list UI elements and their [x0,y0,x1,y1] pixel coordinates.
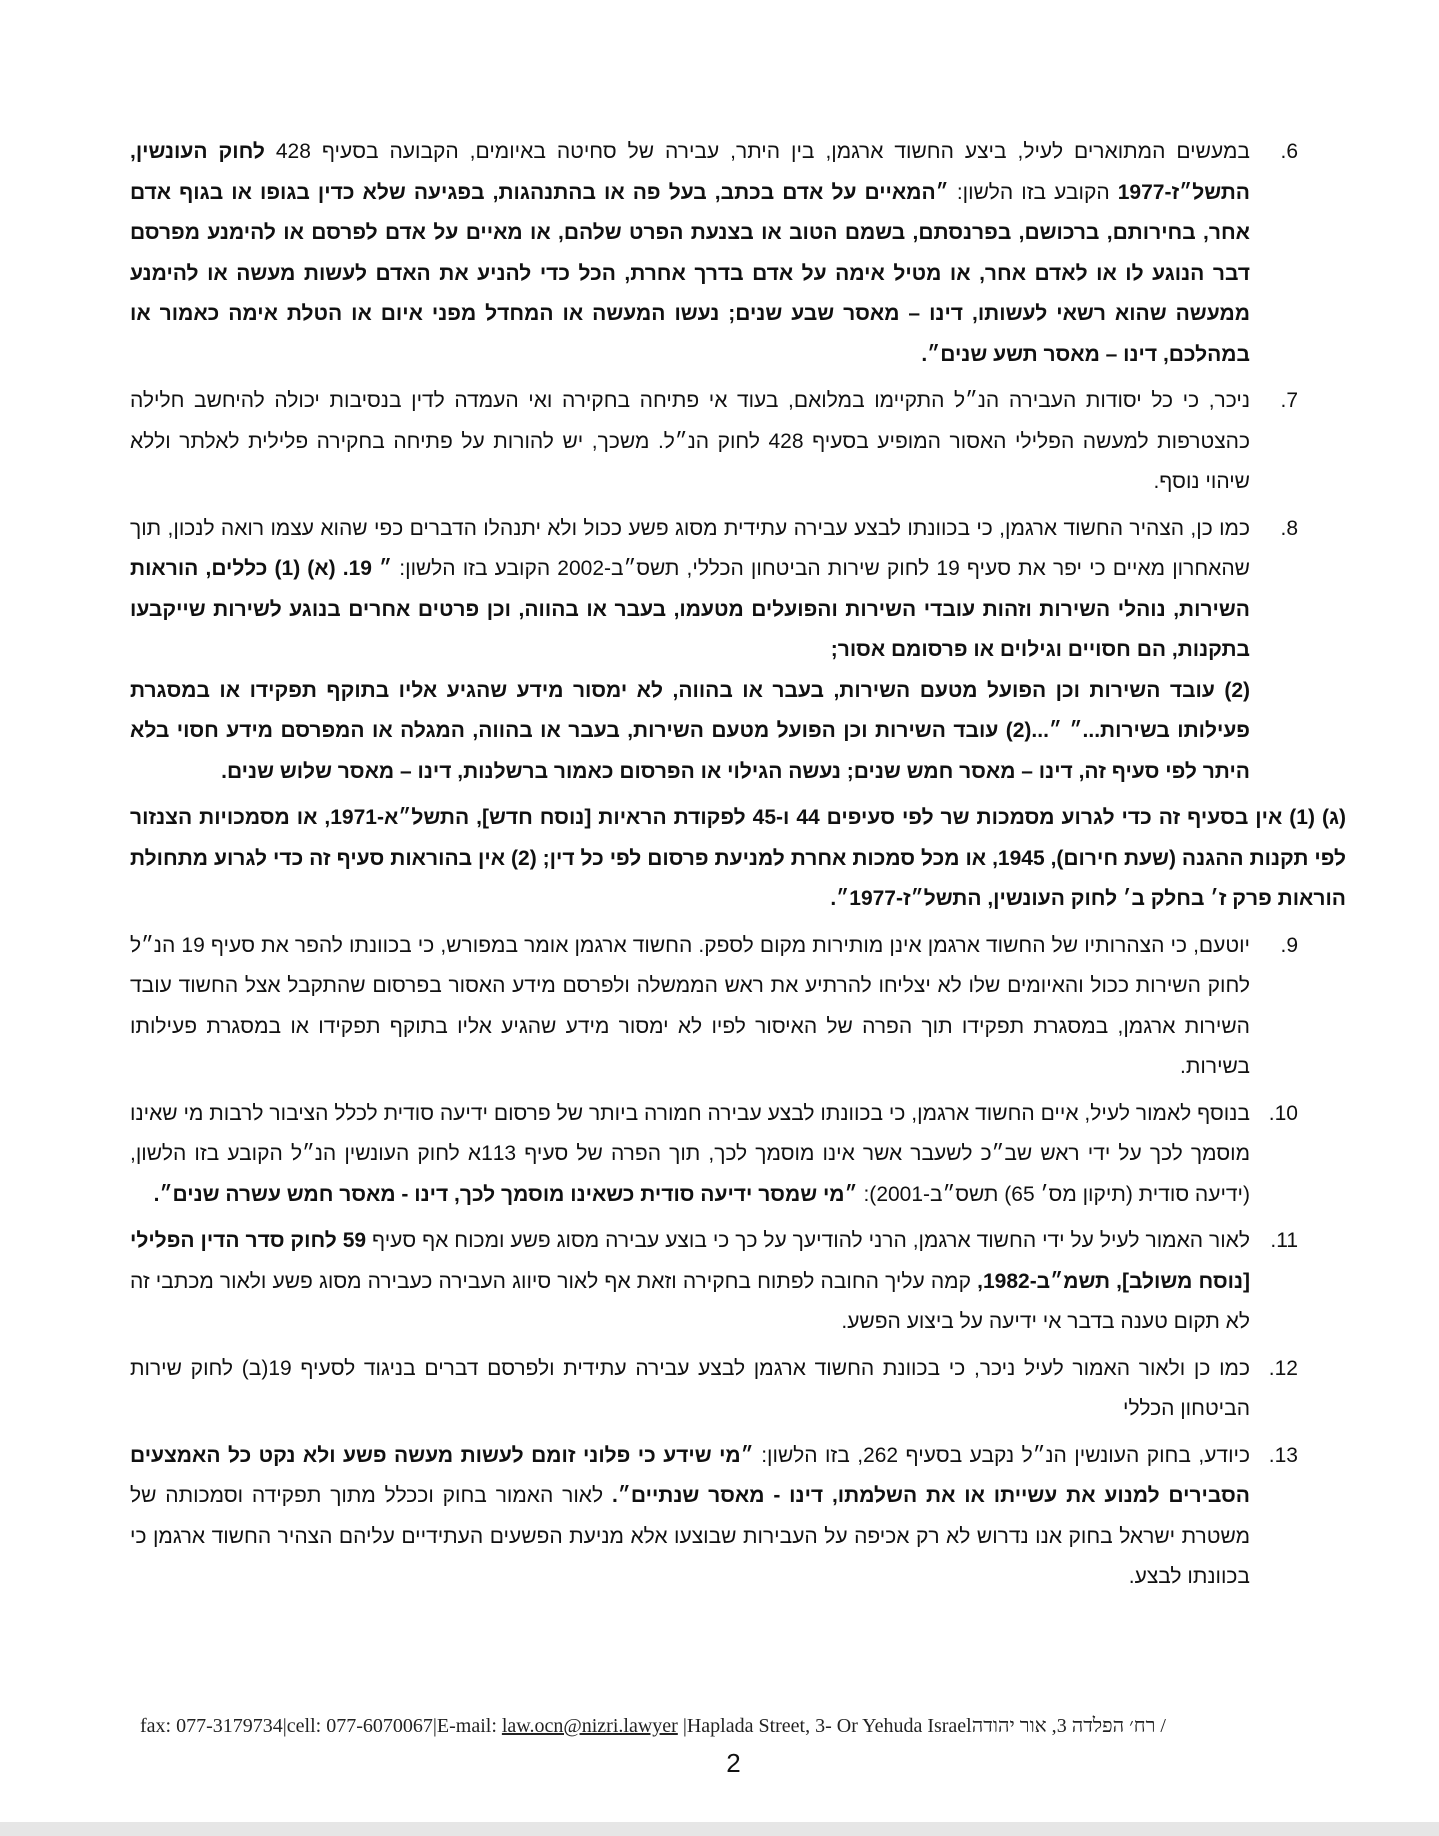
paragraph-text [130,1221,1250,1343]
paragraph-plain-text: בנוסף לאמור לעיל, איים החשוד ארגמן, כי בכוונתו לבצע עבירה חמורה ביותר של פרסום ידיעה סודית לכלל הציבור לרבות מי שאינו מוסמך לכך על ידי ראש שב״כ לשעבר אשר אינו מוסמך לכך, תוך הפרה של סעיף 113א לחוק העונשין הנ״ל הקובע בזו הלשון, (ידיעה סודית (תיקון מס׳ 65) תשס״ב-2001): [130,1101,1250,1206]
footer-fax: fax: 077-3179734 [140,1715,283,1737]
law-quote: ״מי שידע כי פלוני זומם לעשות מעשה פשע ולא נקט כל האמצעים הסבירים למנוע את עשייתו או את השלמתו, דינו - מאסר שנתיים״. [130,1443,1250,1507]
paragraph-6 [130,132,1298,375]
paragraph-13 [130,1436,1298,1598]
paragraph-plain-text: כמו כן, הצהיר החשוד ארגמן, כי בכוונתו לבצע עבירה עתידית מסוג פשע ככול ולא יתנהלו הדברים כפי שהוא עצמו רואה לנכון, תוך שהאחרון מאיים כי יפר את סעיף 19 לחוק שירות הביטחון הכללי, תשס״ב-2002 הקובע בזו הלשון: [130,516,1250,580]
page-number: 2 [726,1748,741,1778]
paragraph-text [130,509,1250,671]
paragraph-plain-text: לאור האמור לעיל על ידי החשוד ארגמן, הרני להודיעך על כך כי בוצע עבירה מסוג פשע ומכוח אף סעיף [366,1229,1250,1252]
page-footer [140,1715,1335,1738]
law-quote-subsection: (2) עובד השירות וכן הפועל מטעם השירות, בעבר או בהווה, לא ימסור מידע שהגיע אליו בתוקף תפקידו או במסגרת פעילותו בשירות...״ ״...(2) עובד השירות וכן הפועל מטעם השירות, בעבר או בהווה, המגלה או המפרסם מידע חסוי בלא היתר לפי סעיף זה, דינו – מאסר חמש שנים; נעשה הגילוי או הפרסום כאמור ברשלנות, דינו – מאסר שלוש שנים. [130,678,1250,783]
paragraph-plain-text: הקובע בזו הלשון: [948,180,1118,204]
paragraph-number: .6 [1280,140,1298,163]
law-quote: ״ 19. (א) (1) כללים, הוראות השירות, נוהלי השירות וזהות עובדי השירות והפועלים מטעמו, בעבר או בהווה, וכן פרטים אחרים בנוגע לשירות שייקבעו בתקנות, הם חסויים וגילוים או פרסומם אסור; [130,557,1250,661]
paragraph-12 [130,1349,1298,1430]
footer-email-link[interactable]: law.ocn@nizri.lawyer [501,1715,678,1737]
paragraph-plain-text: כיודע, בחוק העונשין הנ״ל נקבע בסעיף 262, בזו הלשון: [753,1443,1250,1467]
paragraph-text [130,132,1250,375]
paragraph-plain-text: במעשים המתוארים לעיל, ביצע החשוד ארגמן, בין היתר, עבירה של סחיטה באיומים, הקבועה בסעיף 428 [264,140,1250,163]
paragraph-number: .11 [1270,1229,1298,1252]
paragraph-number: .9 [1280,933,1298,957]
paragraph-8 [130,509,1298,793]
footer-email-label: E-mail: [436,1715,502,1737]
footer-separator: | [282,1715,287,1737]
footer-address-en: Haplada Street, 3- Or Yehuda Israel [686,1715,972,1737]
document-body [130,132,1347,1604]
paragraph-number: .10 [1268,1101,1298,1125]
paragraph-7 [130,381,1298,503]
viewer-background [0,1822,1439,1836]
footer-separator: | [432,1715,437,1737]
paragraph-9 [130,926,1298,1088]
paragraph-plain-text: קמה עליך החובה לפתוח בחקירה וזאת אף לאור סיווג העבירה כעבירה מסוג פשע ולאור מכתבי זה לא תקום טענה בדבר אי ידיעה על ביצוע הפשע. [130,1269,1250,1333]
footer-separator: | [682,1715,687,1737]
paragraph-number: .8 [1280,516,1298,540]
footer-cell: cell: 077-6070067 [286,1715,433,1737]
paragraph-number: .12 [1268,1356,1298,1380]
paragraph-text: ניכר, כי כל יסודות העבירה הנ״ל התקיימו במלואם, בעוד אי פתיחה בחקירה ואי העמדה לדין בנסיבות יכולה להיחשב חלילה כהצטרפות למעשה הפלילי האסור המופיע בסעיף 428 לחוק הנ״ל. משכך, יש להורות על פתיחה בחקירה פלילית לאלתר וללא שיהוי נוסף. [130,389,1250,493]
paragraph-10 [130,1094,1298,1216]
law-quote: ״המאיים על אדם בכתב, בעל פה או בהתנהגות, בפגיעה שלא כדין בגופו או בגוף אדם אחר, בחירותם, ברכושם, בפרנסתם, בשמם הטוב או בצנעת הפרט שלהם, או מאיים על אדם לפרסם או להימנע מפרסם דבר הנוגע לו או לאדם אחר, או מטיל אימה על אדם בדרך אחרת, הכל כדי להניע את האדם לעשות מעשה או להימנע ממעשה שהוא רשאי לעשותו, דינו – מאסר שבע שנים; נעשו המעשה או המחדל מפני איום או הטלת אימה כאמור או במהלכם, דינו – מאסר תשע שנים״. [130,180,1250,366]
paragraph-number: .13 [1268,1443,1298,1467]
paragraph-text [130,1094,1250,1216]
law-quote-subsection-c: (ג) (1) אין בסעיף זה כדי לגרוע מסמכות שר לפי סעיפים 44 ו-45 לפקודת הראיות [נוסח חדש], התשל״א-1971, או מסמכויות הצנזור לפי תקנות ההגנה (שעת חירום), 1945, או מכל סמכות אחרת למניעת פרסום לפי כל דין; (2) אין בהוראות סעיף זה כדי לגרוע מתחולת הוראות פרק ז׳ בחלק ב׳ לחוק העונשין, התשל״ז-1977״. [130,806,1347,910]
footer-address-he: / רח׳ הפלדה 3, אור יהודה [971,1715,1171,1737]
paragraph-number: .7 [1280,389,1298,412]
paragraph-plain-text: לאור האמור בחוק וככלל מתוך תפקידה וסמכותה של משטרת ישראל בחוק אנו נדרוש לא רק אכיפה על העבירות שבוצעו אלא מניעת הפשעים העתידיים עליהם הצהיר החשוד ארגמן כי בכוונתו לבצע. [130,1484,1250,1588]
paragraph-text: יוטעם, כי הצהרותיו של החשוד ארגמן אינן מותירות מקום לספק. החשוד ארגמן אומר במפורש, כי בכוונתו להפר את סעיף 19 הנ״ל לחוק השירות ככול והאיומים שלו לא יצליחו להרתיע את ראש הממשלה ולפרסם מידע האסור בפרסום שהתקבל אצל החשוד עובד השירות ארגמן, במסגרת תפקידו תוך הפרה של האיסור לפיו לא ימסור מידע שהגיע אליו בתוקף תפקידו או במסגרת פעילותו בשירות. [130,933,1250,1078]
law-citation: לחוק העונשין, התשל״ז-1977 [130,140,1250,204]
law-quote: ״מי שמסר ידיעה סודית כשאינו מוסמך לכך, דינו - מאסר חמש עשרה שנים״. [153,1182,858,1206]
paragraph-text: כמו כן ולאור האמור לעיל ניכר, כי בכוונת החשוד ארגמן לבצע עבירה עתידית ולפרסם דברים בניגוד לסעיף 19(ב) לחוק שירות הביטחון הכללי [130,1356,1250,1420]
paragraph-11 [130,1221,1298,1343]
paragraph-text [130,1436,1250,1598]
law-citation: 59 לחוק סדר הדין הפלילי [נוסח משולב], תשמ״ב-1982, [130,1229,1250,1293]
